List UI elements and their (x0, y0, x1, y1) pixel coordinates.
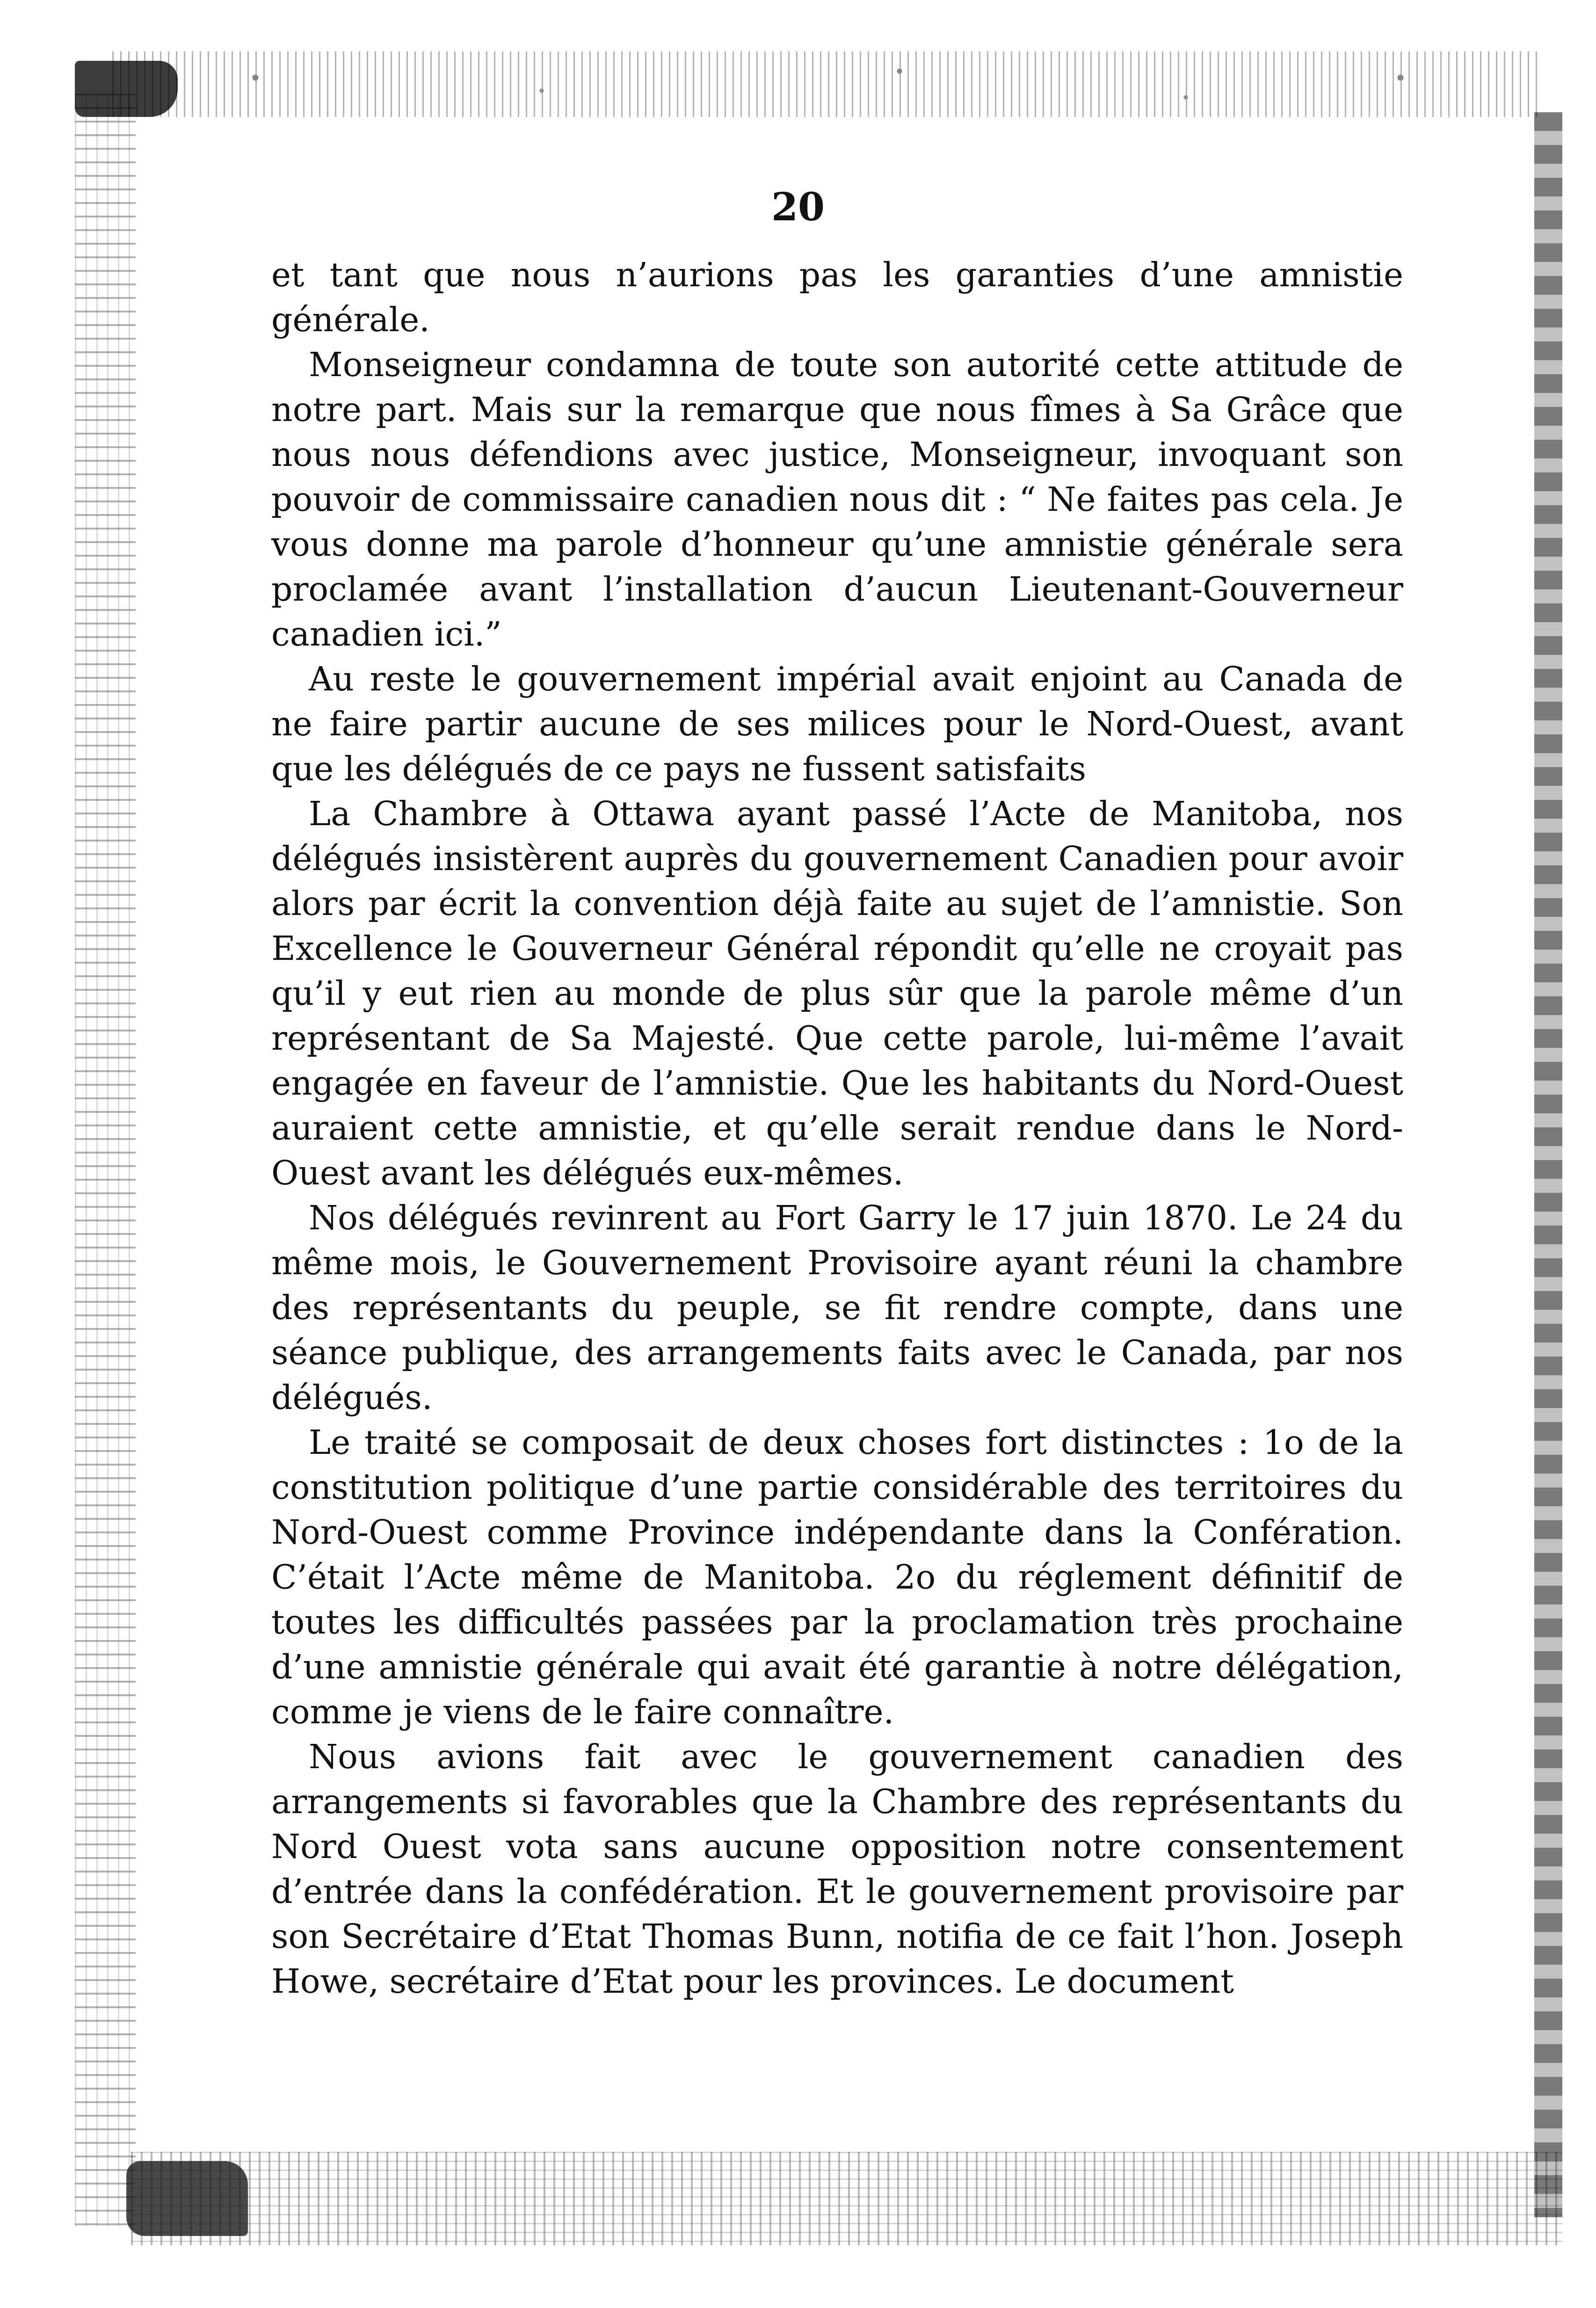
paragraph: Nous avions fait avec le gouvernement canadien des arrangements si favorables que la Chambre des représentants du Nord Ouest vota sans aucune opposition notre consentement d’entrée dans la confédération. Et le gouvernement provisoire par son Secrétaire d’Etat Thomas Bunn, notifia de ce fait l’hon. Joseph Howe, secrétaire d’Etat pour les provinces. Le document (271, 1737, 1403, 2001)
page-number: 20 (771, 185, 825, 230)
paragraph: Le traité se composait de deux choses fort distinctes : 1o de la constitution politique d’une partie considérable des territoires du Nord-Ouest comme Province indépendante dans la Confération. C’était l’Acte même de Manitoba. 2o du réglement définitif de toutes les difficultés passées par la proclamation très prochaine d’une amnistie générale qui avait été garantie à notre délégation, comme je viens de le faire connaître. (271, 1423, 1403, 1731)
paragraph: La Chambre à Ottawa ayant passé l’Acte de Manitoba, nos délégués insistèrent auprès du gouvernement Canadien pour avoir alors par écrit la convention déjà faite au sujet de l’amnistie. Son Excellence le Gouverneur Général répondit qu’elle ne croyait pas qu’il y eut rien au monde de plus sûr que la parole même d’un représentant de Sa Majesté. Que cette parole, lui-même l’avait engagée en faveur de l’amnistie. Que les habitants du Nord-Ouest auraient cette amnistie, et qu’elle serait rendue dans le Nord-Ouest avant les délégués eux-mêmes. (271, 794, 1403, 1192)
scan-edge-right (1534, 112, 1562, 2217)
scan-noise-bottom (131, 2152, 1562, 2245)
scan-noise-top (112, 51, 1544, 117)
paragraph: Monseigneur condamna de toute son autorité cette attitude de notre part. Mais sur la remarque que nous fîmes à Sa Grâce que nous nous défendions avec justice, Monseigneur, invoquant son pouvoir de commissaire canadien nous dit : “ Ne faites pas cela. Je vous donne ma parole d’honneur qu’une amnistie générale sera proclamée avant l’installation d’aucun Lieutenant-Gouverneur canadien ici.” (271, 345, 1403, 653)
paragraph: et tant que nous n’aurions pas les garanties d’une amnistie générale. (271, 255, 1403, 339)
paragraph: Nos délégués revinrent au Fort Garry le 17 juin 1870. Le 24 du même mois, le Gouvernement Provisoire ayant réuni la chambre des représentants du peuple, se fit rendre compte, dans une séance publique, des arrangements faits avec le Canada, par nos délégués. (271, 1198, 1403, 1417)
scan-corner-blot (126, 2161, 248, 2236)
page-body (271, 253, 1403, 2004)
scan-noise-left (75, 94, 136, 2227)
paragraph: Au reste le gouvernement impérial avait enjoint au Canada de ne faire partir aucune de ses milices pour le Nord-Ouest, avant que les délégués de ce pays ne fussent satisfaits (271, 660, 1403, 788)
